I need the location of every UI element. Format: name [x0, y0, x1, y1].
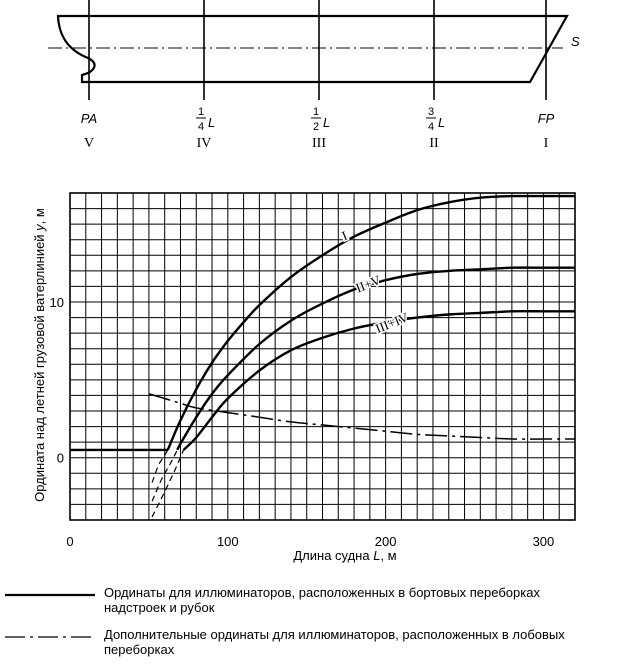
station-frac-num: 1 [312, 106, 320, 118]
chart [32, 193, 575, 563]
x-axis-label-prefix: Длина судна [293, 548, 374, 563]
station-label: FP [537, 111, 555, 126]
x-tick-label: 300 [532, 534, 555, 549]
x-axis-label-suffix: , м [380, 548, 397, 563]
station-label: PA [80, 111, 98, 126]
station-frac-num: 1 [197, 106, 205, 118]
station-label: L [208, 115, 216, 130]
ship-profile [48, 0, 580, 151]
x-tick-label: 200 [374, 534, 397, 549]
station-roman: IV [196, 136, 212, 151]
station-roman: V [83, 136, 95, 151]
series-ext-iii-plus-iv [152, 450, 184, 517]
x-tick-label: 100 [216, 534, 239, 549]
station-roman: II [429, 136, 439, 151]
legend-text-solid: Ординаты для иллюминаторов, расположенных в бортовых переборках надстроек и рубок [104, 585, 540, 615]
y-tick-label: 0 [56, 450, 64, 466]
series-ii-plus-v [177, 268, 575, 450]
curve-label: I [339, 227, 350, 244]
curve-label: II+V [353, 272, 383, 296]
x-axis-label [293, 548, 396, 563]
station-frac-den: 2 [312, 121, 320, 133]
legend-text-dashdot: Дополнительные ординаты для иллюминаторов, расположенных в лобовых переборках [104, 627, 565, 657]
station-label: L [438, 115, 446, 130]
x-tick-label: 0 [66, 534, 74, 549]
grid [70, 193, 575, 520]
series-i [168, 196, 575, 450]
y-axis-label [32, 208, 47, 502]
y-axis-label-suffix: , м [32, 208, 47, 225]
station-frac-den: 4 [427, 121, 435, 133]
station-label: L [323, 115, 331, 130]
station-roman: III [312, 136, 326, 151]
legend [5, 595, 95, 637]
hull-outline [58, 16, 567, 82]
x-axis-label-var: L [373, 548, 381, 563]
curve-label: III+IV [373, 309, 411, 337]
waterline-label: S [571, 34, 580, 49]
y-tick-label: 10 [49, 295, 64, 310]
series-ext-i [152, 450, 168, 483]
y-axis-label-var: y [32, 224, 47, 231]
station-frac-den: 4 [197, 121, 205, 133]
curve-labels [340, 228, 411, 336]
station-lines [81, 0, 555, 151]
y-axis-label-prefix: Ордината над летней грузовой ватерлинией [32, 230, 47, 502]
station-roman: I [543, 136, 549, 151]
station-frac-num: 3 [427, 106, 435, 118]
